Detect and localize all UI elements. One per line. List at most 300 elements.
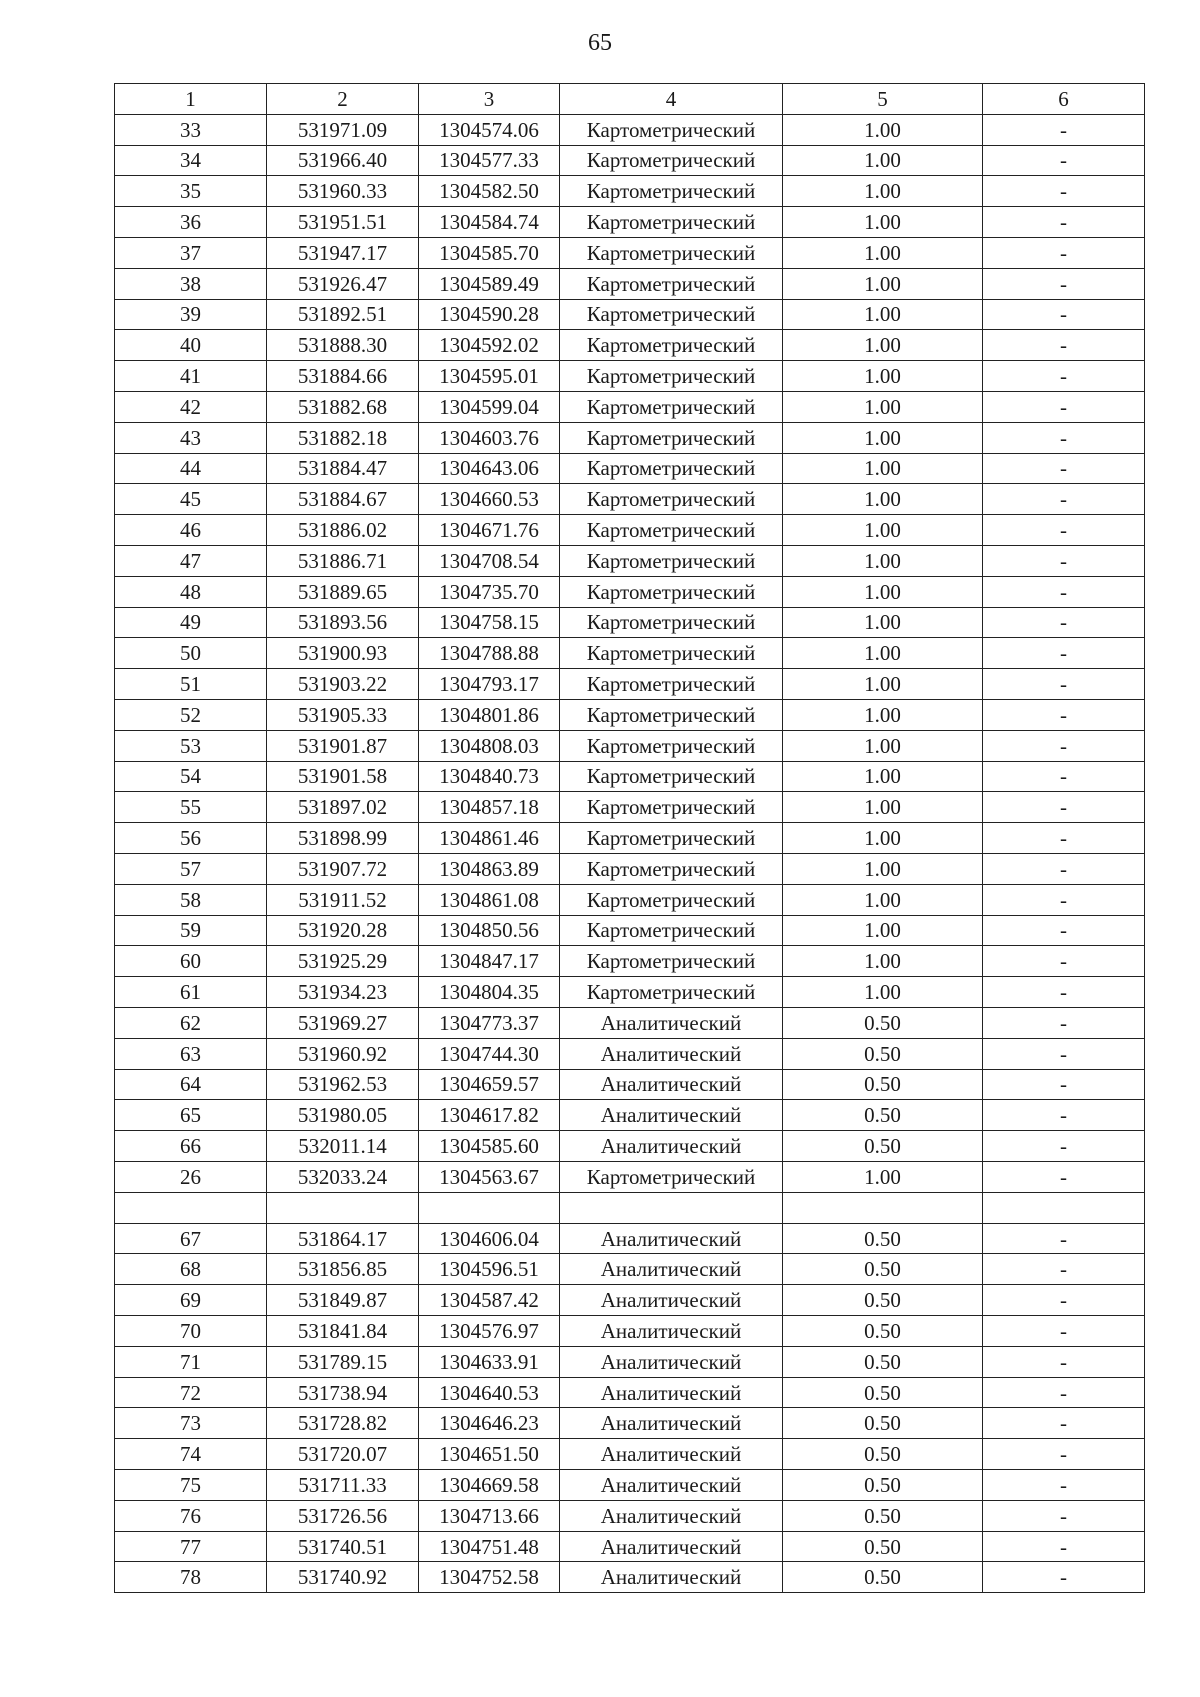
note-cell: -	[983, 299, 1145, 330]
x-coordinate-cell: 531882.68	[267, 391, 419, 422]
y-coordinate-cell: 1304633.91	[419, 1346, 560, 1377]
accuracy-cell: 1.00	[783, 638, 983, 669]
x-coordinate-cell: 531884.66	[267, 361, 419, 392]
point-number-cell: 57	[115, 853, 267, 884]
note-cell: -	[983, 699, 1145, 730]
y-coordinate-cell: 1304863.89	[419, 853, 560, 884]
y-coordinate-cell: 1304857.18	[419, 792, 560, 823]
point-number-cell: 51	[115, 669, 267, 700]
y-coordinate-cell: 1304651.50	[419, 1439, 560, 1470]
x-coordinate-cell: 531841.84	[267, 1316, 419, 1347]
method-cell: Аналитический	[560, 1377, 783, 1408]
table-row	[115, 268, 1145, 299]
accuracy-cell: 0.50	[783, 1038, 983, 1069]
x-coordinate-cell: 531882.18	[267, 422, 419, 453]
accuracy-cell: 1.00	[783, 915, 983, 946]
y-coordinate-cell: 1304808.03	[419, 730, 560, 761]
table-row	[115, 1285, 1145, 1316]
point-number-cell: 45	[115, 484, 267, 515]
y-coordinate-cell: 1304801.86	[419, 699, 560, 730]
note-cell: -	[983, 1285, 1145, 1316]
y-coordinate-cell: 1304758.15	[419, 607, 560, 638]
point-number-cell: 53	[115, 730, 267, 761]
y-coordinate-cell: 1304804.35	[419, 977, 560, 1008]
accuracy-cell: 0.50	[783, 1316, 983, 1347]
accuracy-cell: 1.00	[783, 1161, 983, 1192]
accuracy-cell: 1.00	[783, 977, 983, 1008]
note-cell: -	[983, 730, 1145, 761]
method-cell: Аналитический	[560, 1439, 783, 1470]
x-coordinate-cell: 531969.27	[267, 1007, 419, 1038]
note-cell: -	[983, 391, 1145, 422]
point-number-cell: 75	[115, 1470, 267, 1501]
y-coordinate-cell: 1304576.97	[419, 1316, 560, 1347]
table-row	[115, 237, 1145, 268]
y-coordinate-cell: 1304582.50	[419, 176, 560, 207]
point-number-cell: 35	[115, 176, 267, 207]
method-cell: Аналитический	[560, 1131, 783, 1162]
point-number-cell: 54	[115, 761, 267, 792]
point-number-cell: 34	[115, 145, 267, 176]
accuracy-cell: 1.00	[783, 761, 983, 792]
method-cell: Картометрический	[560, 823, 783, 854]
point-number-cell: 56	[115, 823, 267, 854]
table-row	[115, 145, 1145, 176]
point-number-cell: 40	[115, 330, 267, 361]
table-row	[115, 1069, 1145, 1100]
method-cell: Картометрический	[560, 977, 783, 1008]
method-cell: Картометрический	[560, 1161, 783, 1192]
y-coordinate-cell: 1304606.04	[419, 1223, 560, 1254]
table-row	[115, 576, 1145, 607]
column-header: 1	[115, 84, 267, 115]
table-row	[115, 792, 1145, 823]
table-row	[115, 545, 1145, 576]
point-number-cell: 69	[115, 1285, 267, 1316]
method-cell: Картометрический	[560, 114, 783, 145]
accuracy-cell: 0.50	[783, 1100, 983, 1131]
point-number-cell: 39	[115, 299, 267, 330]
method-cell: Картометрический	[560, 268, 783, 299]
y-coordinate-cell: 1304752.58	[419, 1562, 560, 1593]
method-cell: Картометрический	[560, 761, 783, 792]
point-number-cell: 52	[115, 699, 267, 730]
note-cell: -	[983, 1531, 1145, 1562]
method-cell: Аналитический	[560, 1408, 783, 1439]
accuracy-cell: 1.00	[783, 330, 983, 361]
table-row	[115, 1100, 1145, 1131]
point-number-cell: 63	[115, 1038, 267, 1069]
table-row	[115, 1439, 1145, 1470]
x-coordinate-cell: 531907.72	[267, 853, 419, 884]
y-coordinate-cell: 1304861.08	[419, 884, 560, 915]
x-coordinate-cell: 531966.40	[267, 145, 419, 176]
note-cell: -	[983, 1562, 1145, 1593]
point-number-cell: 77	[115, 1531, 267, 1562]
table-row	[115, 669, 1145, 700]
note-cell: -	[983, 792, 1145, 823]
point-number-cell: 44	[115, 453, 267, 484]
note-cell: -	[983, 853, 1145, 884]
method-cell: Картометрический	[560, 176, 783, 207]
x-coordinate-cell: 531886.71	[267, 545, 419, 576]
x-coordinate-cell: 531934.23	[267, 977, 419, 1008]
method-cell	[560, 1192, 783, 1223]
method-cell: Картометрический	[560, 576, 783, 607]
method-cell: Картометрический	[560, 330, 783, 361]
table-row	[115, 1346, 1145, 1377]
accuracy-cell: 1.00	[783, 607, 983, 638]
table-row	[115, 515, 1145, 546]
note-cell: -	[983, 915, 1145, 946]
point-number-cell	[115, 1192, 267, 1223]
point-number-cell: 65	[115, 1100, 267, 1131]
y-coordinate-cell: 1304793.17	[419, 669, 560, 700]
column-header: 5	[783, 84, 983, 115]
note-cell: -	[983, 515, 1145, 546]
method-cell: Картометрический	[560, 361, 783, 392]
accuracy-cell: 1.00	[783, 268, 983, 299]
accuracy-cell: 1.00	[783, 853, 983, 884]
point-number-cell: 36	[115, 207, 267, 238]
note-cell: -	[983, 1223, 1145, 1254]
table-row	[115, 330, 1145, 361]
y-coordinate-cell: 1304595.01	[419, 361, 560, 392]
x-coordinate-cell: 531711.33	[267, 1470, 419, 1501]
y-coordinate-cell: 1304587.42	[419, 1285, 560, 1316]
x-coordinate-cell: 532011.14	[267, 1131, 419, 1162]
table-row	[115, 391, 1145, 422]
y-coordinate-cell: 1304847.17	[419, 946, 560, 977]
point-number-cell: 48	[115, 576, 267, 607]
method-cell: Картометрический	[560, 145, 783, 176]
y-coordinate-cell: 1304585.60	[419, 1131, 560, 1162]
table-body	[115, 114, 1145, 1592]
table-row	[115, 484, 1145, 515]
note-cell: -	[983, 1069, 1145, 1100]
note-cell: -	[983, 114, 1145, 145]
note-cell: -	[983, 1038, 1145, 1069]
note-cell: -	[983, 1346, 1145, 1377]
accuracy-cell: 0.50	[783, 1131, 983, 1162]
x-coordinate-cell: 531884.67	[267, 484, 419, 515]
table-row	[115, 699, 1145, 730]
note-cell: -	[983, 823, 1145, 854]
accuracy-cell: 0.50	[783, 1223, 983, 1254]
method-cell: Картометрический	[560, 391, 783, 422]
point-number-cell: 61	[115, 977, 267, 1008]
accuracy-cell: 1.00	[783, 237, 983, 268]
x-coordinate-cell: 531951.51	[267, 207, 419, 238]
note-cell: -	[983, 1316, 1145, 1347]
point-number-cell: 33	[115, 114, 267, 145]
y-coordinate-cell: 1304603.76	[419, 422, 560, 453]
x-coordinate-cell: 531789.15	[267, 1346, 419, 1377]
y-coordinate-cell: 1304660.53	[419, 484, 560, 515]
table-row	[115, 453, 1145, 484]
method-cell: Аналитический	[560, 1470, 783, 1501]
point-number-cell: 49	[115, 607, 267, 638]
accuracy-cell: 0.50	[783, 1531, 983, 1562]
x-coordinate-cell: 531886.02	[267, 515, 419, 546]
y-coordinate-cell: 1304861.46	[419, 823, 560, 854]
note-cell: -	[983, 422, 1145, 453]
point-number-cell: 76	[115, 1500, 267, 1531]
y-coordinate-cell: 1304589.49	[419, 268, 560, 299]
note-cell: -	[983, 145, 1145, 176]
accuracy-cell: 1.00	[783, 730, 983, 761]
method-cell: Картометрический	[560, 853, 783, 884]
table-row	[115, 1377, 1145, 1408]
x-coordinate-cell: 531901.58	[267, 761, 419, 792]
accuracy-cell: 1.00	[783, 299, 983, 330]
x-coordinate-cell: 531905.33	[267, 699, 419, 730]
x-coordinate-cell: 531911.52	[267, 884, 419, 915]
y-coordinate-cell: 1304643.06	[419, 453, 560, 484]
x-coordinate-cell: 531888.30	[267, 330, 419, 361]
table-row	[115, 299, 1145, 330]
method-cell: Картометрический	[560, 730, 783, 761]
x-coordinate-cell: 531898.99	[267, 823, 419, 854]
page-number: 65	[588, 30, 612, 56]
x-coordinate-cell: 531884.47	[267, 453, 419, 484]
x-coordinate-cell: 531849.87	[267, 1285, 419, 1316]
note-cell: -	[983, 268, 1145, 299]
table-row	[115, 884, 1145, 915]
point-number-cell: 37	[115, 237, 267, 268]
accuracy-cell: 0.50	[783, 1562, 983, 1593]
method-cell: Картометрический	[560, 515, 783, 546]
table-row	[115, 1038, 1145, 1069]
accuracy-cell: 1.00	[783, 576, 983, 607]
accuracy-cell: 1.00	[783, 361, 983, 392]
y-coordinate-cell: 1304596.51	[419, 1254, 560, 1285]
method-cell: Аналитический	[560, 1254, 783, 1285]
method-cell: Аналитический	[560, 1069, 783, 1100]
method-cell: Картометрический	[560, 915, 783, 946]
note-cell: -	[983, 1161, 1145, 1192]
x-coordinate-cell: 531925.29	[267, 946, 419, 977]
table-row	[115, 977, 1145, 1008]
x-coordinate-cell: 531901.87	[267, 730, 419, 761]
note-cell: -	[983, 1377, 1145, 1408]
y-coordinate-cell	[419, 1192, 560, 1223]
method-cell: Аналитический	[560, 1531, 783, 1562]
y-coordinate-cell: 1304585.70	[419, 237, 560, 268]
column-header: 6	[983, 84, 1145, 115]
method-cell: Аналитический	[560, 1316, 783, 1347]
point-number-cell: 50	[115, 638, 267, 669]
point-number-cell: 72	[115, 1377, 267, 1408]
note-cell: -	[983, 453, 1145, 484]
accuracy-cell: 1.00	[783, 946, 983, 977]
x-coordinate-cell: 531856.85	[267, 1254, 419, 1285]
accuracy-cell: 1.00	[783, 176, 983, 207]
note-cell: -	[983, 607, 1145, 638]
accuracy-cell: 1.00	[783, 545, 983, 576]
method-cell: Картометрический	[560, 792, 783, 823]
x-coordinate-cell: 532033.24	[267, 1161, 419, 1192]
accuracy-cell: 0.50	[783, 1254, 983, 1285]
x-coordinate-cell: 531960.92	[267, 1038, 419, 1069]
note-cell: -	[983, 977, 1145, 1008]
point-number-cell: 62	[115, 1007, 267, 1038]
table-row	[115, 1316, 1145, 1347]
note-cell: -	[983, 669, 1145, 700]
point-number-cell: 60	[115, 946, 267, 977]
method-cell: Картометрический	[560, 638, 783, 669]
x-coordinate-cell: 531926.47	[267, 268, 419, 299]
x-coordinate-cell: 531971.09	[267, 114, 419, 145]
y-coordinate-cell: 1304574.06	[419, 114, 560, 145]
point-number-cell: 46	[115, 515, 267, 546]
x-coordinate-cell: 531726.56	[267, 1500, 419, 1531]
accuracy-cell: 0.50	[783, 1377, 983, 1408]
table-row	[115, 946, 1145, 977]
method-cell: Картометрический	[560, 237, 783, 268]
accuracy-cell: 0.50	[783, 1285, 983, 1316]
method-cell: Картометрический	[560, 607, 783, 638]
point-number-cell: 71	[115, 1346, 267, 1377]
accuracy-cell: 1.00	[783, 207, 983, 238]
point-number-cell: 59	[115, 915, 267, 946]
note-cell: -	[983, 1100, 1145, 1131]
point-number-cell: 58	[115, 884, 267, 915]
method-cell: Картометрический	[560, 207, 783, 238]
note-cell: -	[983, 576, 1145, 607]
note-cell: -	[983, 884, 1145, 915]
table-row	[115, 607, 1145, 638]
note-cell: -	[983, 1408, 1145, 1439]
note-cell: -	[983, 207, 1145, 238]
table-row	[115, 761, 1145, 792]
y-coordinate-cell: 1304592.02	[419, 330, 560, 361]
method-cell: Аналитический	[560, 1500, 783, 1531]
table-row	[115, 1161, 1145, 1192]
y-coordinate-cell: 1304850.56	[419, 915, 560, 946]
y-coordinate-cell: 1304563.67	[419, 1161, 560, 1192]
table-row	[115, 1223, 1145, 1254]
accuracy-cell: 1.00	[783, 453, 983, 484]
accuracy-cell: 1.00	[783, 391, 983, 422]
point-number-cell: 47	[115, 545, 267, 576]
note-cell: -	[983, 946, 1145, 977]
accuracy-cell: 1.00	[783, 699, 983, 730]
table-row	[115, 1470, 1145, 1501]
table-row	[115, 730, 1145, 761]
x-coordinate-cell: 531720.07	[267, 1439, 419, 1470]
note-cell: -	[983, 484, 1145, 515]
accuracy-cell: 1.00	[783, 484, 983, 515]
point-number-cell: 66	[115, 1131, 267, 1162]
point-number-cell: 73	[115, 1408, 267, 1439]
accuracy-cell: 0.50	[783, 1408, 983, 1439]
table-row	[115, 1500, 1145, 1531]
table-row	[115, 176, 1145, 207]
y-coordinate-cell: 1304584.74	[419, 207, 560, 238]
point-number-cell: 67	[115, 1223, 267, 1254]
y-coordinate-cell: 1304671.76	[419, 515, 560, 546]
y-coordinate-cell: 1304669.58	[419, 1470, 560, 1501]
accuracy-cell: 0.50	[783, 1500, 983, 1531]
point-number-cell: 42	[115, 391, 267, 422]
method-cell: Картометрический	[560, 299, 783, 330]
column-header: 2	[267, 84, 419, 115]
table-row	[115, 1007, 1145, 1038]
table-row	[115, 1562, 1145, 1593]
point-number-cell: 64	[115, 1069, 267, 1100]
y-coordinate-cell: 1304713.66	[419, 1500, 560, 1531]
point-number-cell: 43	[115, 422, 267, 453]
y-coordinate-cell: 1304708.54	[419, 545, 560, 576]
table-row	[115, 422, 1145, 453]
point-number-cell: 78	[115, 1562, 267, 1593]
x-coordinate-cell: 531947.17	[267, 237, 419, 268]
point-number-cell: 70	[115, 1316, 267, 1347]
table-row	[115, 1531, 1145, 1562]
note-cell: -	[983, 638, 1145, 669]
x-coordinate-cell: 531728.82	[267, 1408, 419, 1439]
accuracy-cell: 1.00	[783, 114, 983, 145]
method-cell: Аналитический	[560, 1346, 783, 1377]
x-coordinate-cell: 531864.17	[267, 1223, 419, 1254]
x-coordinate-cell: 531897.02	[267, 792, 419, 823]
column-header: 3	[419, 84, 560, 115]
point-number-cell: 41	[115, 361, 267, 392]
table-row	[115, 207, 1145, 238]
y-coordinate-cell: 1304788.88	[419, 638, 560, 669]
x-coordinate-cell: 531962.53	[267, 1069, 419, 1100]
accuracy-cell	[783, 1192, 983, 1223]
method-cell: Картометрический	[560, 884, 783, 915]
y-coordinate-cell: 1304735.70	[419, 576, 560, 607]
method-cell: Картометрический	[560, 453, 783, 484]
note-cell: -	[983, 1500, 1145, 1531]
y-coordinate-cell: 1304751.48	[419, 1531, 560, 1562]
note-cell: -	[983, 330, 1145, 361]
x-coordinate-cell: 531900.93	[267, 638, 419, 669]
method-cell: Аналитический	[560, 1100, 783, 1131]
note-cell: -	[983, 761, 1145, 792]
table-row	[115, 361, 1145, 392]
accuracy-cell: 1.00	[783, 792, 983, 823]
note-cell: -	[983, 1131, 1145, 1162]
method-cell: Картометрический	[560, 422, 783, 453]
y-coordinate-cell: 1304659.57	[419, 1069, 560, 1100]
table-row	[115, 823, 1145, 854]
y-coordinate-cell: 1304773.37	[419, 1007, 560, 1038]
y-coordinate-cell: 1304840.73	[419, 761, 560, 792]
method-cell: Аналитический	[560, 1038, 783, 1069]
accuracy-cell: 1.00	[783, 884, 983, 915]
y-coordinate-cell: 1304646.23	[419, 1408, 560, 1439]
x-coordinate-cell: 531903.22	[267, 669, 419, 700]
point-number-cell: 26	[115, 1161, 267, 1192]
point-number-cell: 74	[115, 1439, 267, 1470]
accuracy-cell: 0.50	[783, 1470, 983, 1501]
x-coordinate-cell: 531738.94	[267, 1377, 419, 1408]
method-cell: Картометрический	[560, 484, 783, 515]
table-row	[115, 1408, 1145, 1439]
note-cell: -	[983, 1007, 1145, 1038]
accuracy-cell: 0.50	[783, 1069, 983, 1100]
y-coordinate-cell: 1304617.82	[419, 1100, 560, 1131]
table-row	[115, 853, 1145, 884]
accuracy-cell: 1.00	[783, 823, 983, 854]
method-cell: Картометрический	[560, 946, 783, 977]
y-coordinate-cell: 1304577.33	[419, 145, 560, 176]
method-cell: Картометрический	[560, 669, 783, 700]
